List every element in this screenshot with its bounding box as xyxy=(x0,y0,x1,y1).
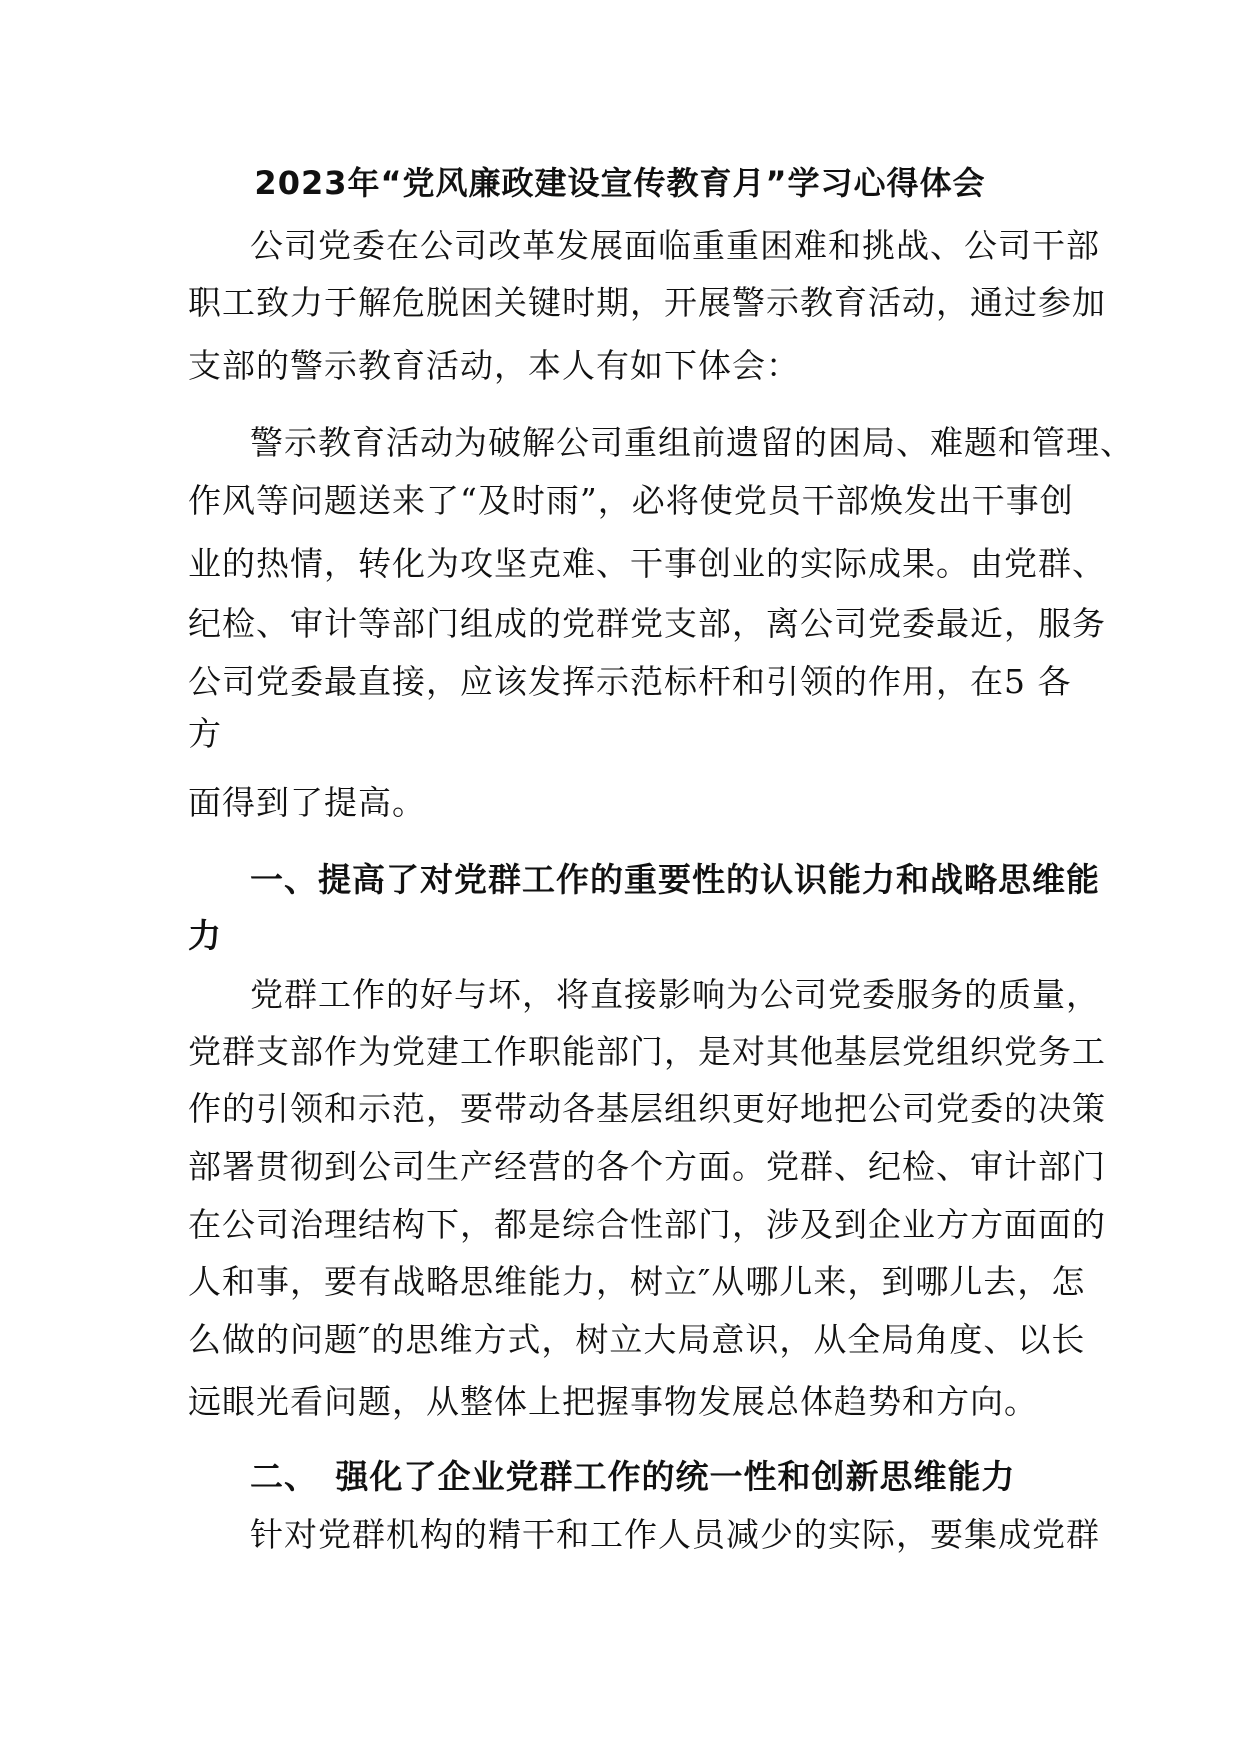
paragraph-line: 纪检、审计等部门组成的党群党支部，离公司党委最近，服务 xyxy=(188,604,1106,643)
paragraph-line: 针对党群机构的精干和工作人员减少的实际，要集成党群 xyxy=(250,1515,1100,1554)
paragraph-line: 警示教育活动为破解公司重组前遗留的困局、难题和管理、 xyxy=(250,423,1134,462)
paragraph-line: 党群支部作为党建工作职能部门，是对其他基层党组织党务工 xyxy=(188,1032,1106,1071)
paragraph-line: 在公司治理结构下，都是综合性部门，涉及到企业方方面面的 xyxy=(188,1205,1106,1244)
paragraph-line: 业的热情，转化为攻坚克难、干事创业的实际成果。由党群、 xyxy=(188,544,1106,583)
section-heading-1-cont: 力 xyxy=(188,916,222,955)
paragraph-line: 职工致力于解危脱困关键时期，开展警示教育活动，通过参加 xyxy=(188,283,1106,322)
paragraph-line: 方 xyxy=(188,714,222,753)
paragraph-line: 支部的警示教育活动，本人有如下体会： xyxy=(188,346,800,385)
paragraph-line: 远眼光看问题，从整体上把握事物发展总体趋势和方向。 xyxy=(188,1382,1038,1421)
paragraph-line: 公司党委最直接，应该发挥示范标杆和引领的作用，在5 各 xyxy=(188,662,1072,701)
paragraph-line: 部署贯彻到公司生产经营的各个方面。党群、纪检、审计部门 xyxy=(188,1147,1106,1186)
paragraph-line: 公司党委在公司改革发展面临重重困难和挑战、公司干部 xyxy=(250,226,1100,265)
paragraph-line: 作风等问题送来了“及时雨”，必将使党员干部焕发出干事创 xyxy=(188,481,1074,520)
paragraph-line: 人和事，要有战略思维能力，树立″从哪儿来，到哪儿去，怎 xyxy=(188,1262,1086,1301)
paragraph-line: 面得到了提高。 xyxy=(188,783,426,822)
paragraph-line: 作的引领和示范，要带动各基层组织更好地把公司党委的决策 xyxy=(188,1089,1106,1128)
section-heading-1: 一、提高了对党群工作的重要性的认识能力和战略思维能 xyxy=(250,860,1100,899)
paragraph-line: 党群工作的好与坏，将直接影响为公司党委服务的质量， xyxy=(250,975,1100,1014)
paragraph-line: 么做的问题″的思维方式，树立大局意识，从全局角度、以长 xyxy=(188,1320,1086,1359)
document-title: 2023年“党风廉政建设宣传教育月”学习心得体会 xyxy=(254,164,986,202)
section-heading-2: 二、 强化了企业党群工作的统一性和创新思维能力 xyxy=(250,1457,1016,1496)
